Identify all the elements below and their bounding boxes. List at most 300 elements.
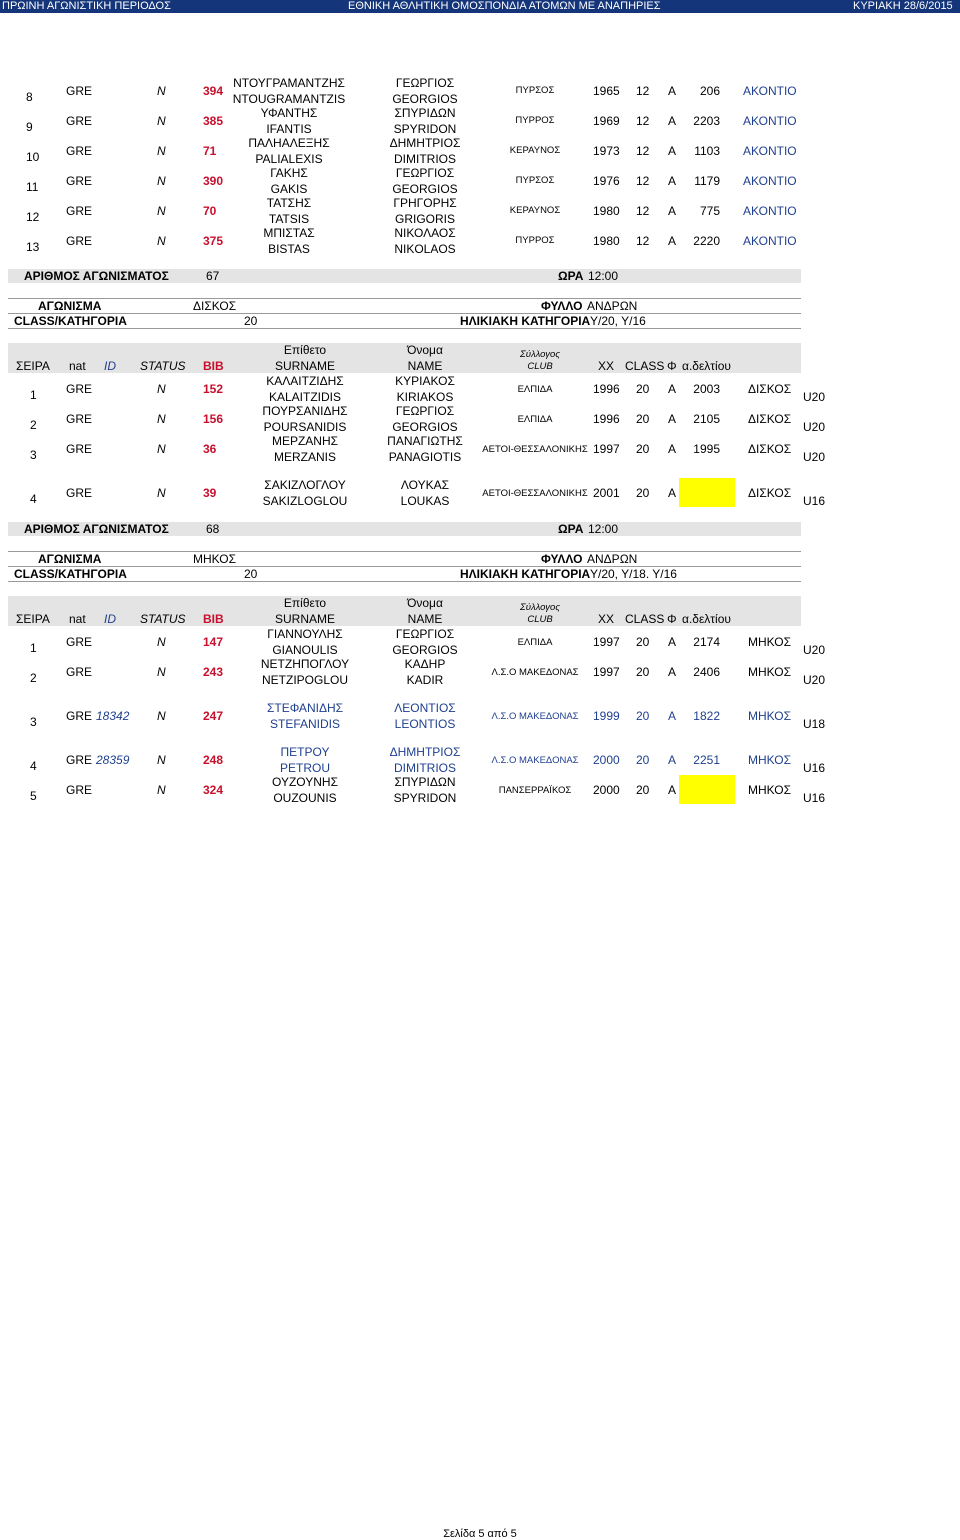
name-greek: ΝΙΚΟΛΑΟΣ — [394, 226, 456, 240]
phi: A — [668, 753, 677, 767]
class: 20 — [636, 783, 650, 797]
table-row — [0, 136, 960, 166]
time-label: ΩΡΑ — [558, 522, 584, 536]
sheet-label: ΦΥΛΛΟ — [541, 299, 583, 313]
status: N — [157, 486, 166, 500]
birth-year: 1976 — [593, 174, 620, 188]
table-row — [0, 226, 960, 256]
name-greek: ΓΡΗΓΟΡΗΣ — [393, 196, 457, 210]
discus-event-band — [8, 269, 801, 283]
birth-year: 1973 — [593, 144, 620, 158]
table-row — [0, 627, 960, 657]
table-row — [0, 478, 960, 508]
longjump-event-band — [8, 522, 801, 536]
class: 20 — [636, 635, 650, 649]
time-label: ΩΡΑ — [558, 269, 584, 283]
club: ΕΛΠΙΔΑ — [517, 384, 553, 395]
name-greek: ΓΕΩΡΓΙΟΣ — [395, 627, 455, 641]
bib-number: 152 — [203, 382, 224, 396]
sheet: ΑΝΔΡΩΝ — [587, 552, 638, 566]
event: ΑΚΟΝΤΙΟ — [743, 114, 797, 128]
club: ΕΛΠΙΔΑ — [517, 637, 553, 648]
page-header — [0, 0, 960, 13]
bib-number: 70 — [203, 204, 217, 218]
phi: A — [668, 486, 677, 500]
row-position: 4 — [30, 759, 37, 773]
col-phi: Φ — [667, 612, 677, 626]
age-value: Υ/20, Υ/16 — [590, 314, 646, 328]
event: ΑΚΟΝΤΙΟ — [743, 144, 797, 158]
bib-number: 247 — [203, 709, 224, 723]
col-xx: XX — [598, 359, 615, 373]
nationality: GRE — [66, 84, 93, 98]
table-row — [0, 745, 960, 775]
event: ΜΗΚΟΣ — [748, 783, 792, 797]
event: ΑΚΟΝΤΙΟ — [743, 174, 797, 188]
bib-number: 243 — [203, 665, 224, 679]
status: N — [157, 84, 166, 98]
class: 20 — [636, 412, 650, 426]
nationality: GRE — [66, 412, 93, 426]
status: N — [157, 753, 166, 767]
birth-year: 1980 — [593, 204, 620, 218]
phi: A — [668, 412, 677, 426]
name-greek: ΣΠΥΡΙΔΩΝ — [394, 775, 456, 789]
bib-number: 375 — [203, 234, 224, 248]
name-latin: GEORGIOS — [392, 420, 458, 434]
name-latin: GEORGIOS — [392, 92, 458, 106]
col-id: ID — [104, 359, 116, 373]
club: ΠΥΡΣΟΣ — [515, 175, 555, 186]
name-latin: LEONTIOS — [394, 717, 456, 731]
surname-greek: ΜΠΙΣΤΑΣ — [263, 226, 315, 240]
surname-latin: KALAITZIDIS — [268, 390, 342, 404]
surname-greek: ΝΕΤΖΗΠΟΓΛΟΥ — [260, 657, 350, 671]
row-position: 1 — [30, 641, 37, 655]
nationality: GRE — [66, 114, 93, 128]
event: ΜΗΚΟΣ — [748, 665, 792, 679]
club: Λ.Σ.Ο ΜΑΚΕΔΟΝΑΣ — [491, 755, 579, 766]
bib-number: 385 — [203, 114, 224, 128]
event-name: ΔΙΣΚΟΣ — [193, 299, 237, 313]
birth-year: 1997 — [593, 442, 620, 456]
bib-number: 324 — [203, 783, 224, 797]
name-latin: KADIR — [406, 673, 444, 687]
phi: A — [668, 174, 677, 188]
surname-latin: GAKIS — [270, 182, 308, 196]
club: ΚΕΡΑΥΝΟΣ — [509, 145, 561, 156]
table-row — [0, 701, 960, 731]
name-latin: GEORGIOS — [392, 182, 458, 196]
class-label: CLASS/ΚΑΤΗΓΟΡΙΑ — [14, 567, 127, 581]
event: ΔΙΣΚΟΣ — [748, 442, 792, 456]
col-bib: BIB — [203, 359, 224, 373]
empty-card-highlight — [679, 478, 735, 507]
table-row — [0, 775, 960, 805]
col-surname-greek: Επίθετο — [283, 596, 327, 610]
row-position: 2 — [30, 418, 37, 432]
nationality: GRE — [66, 753, 93, 767]
card-number: 1822 — [693, 709, 720, 723]
event: ΔΙΣΚΟΣ — [748, 382, 792, 396]
nationality: GRE — [66, 144, 93, 158]
surname-latin: PETROU — [279, 761, 330, 775]
col-class: CLASS — [625, 612, 665, 626]
surname-greek: ΓΙΑΝΝΟΥΛΗΣ — [267, 627, 343, 641]
surname-greek: ΠΑΛΗΑΛΕΞΗΣ — [248, 136, 330, 150]
name-greek: ΛΕΟΝΤΙΟΣ — [394, 701, 456, 715]
class: 12 — [636, 234, 650, 248]
col-id: ID — [104, 612, 116, 626]
age-category: U20 — [803, 673, 826, 687]
card-number: 2220 — [693, 234, 720, 248]
divider — [8, 313, 801, 314]
card-number: 2174 — [693, 635, 720, 649]
name-latin: KIRIAKOS — [396, 390, 454, 404]
birth-year: 1980 — [593, 234, 620, 248]
birth-year: 1969 — [593, 114, 620, 128]
sheet-label: ΦΥΛΛΟ — [541, 552, 583, 566]
bib-number: 248 — [203, 753, 224, 767]
surname-latin: OUZOUNIS — [273, 791, 337, 805]
birth-year: 1997 — [593, 665, 620, 679]
class: 12 — [636, 114, 650, 128]
row-position: 8 — [26, 90, 33, 104]
status: N — [157, 709, 166, 723]
age-category: U20 — [803, 643, 826, 657]
card-number: 2251 — [693, 753, 720, 767]
status: N — [157, 174, 166, 188]
event: ΑΚΟΝΤΙΟ — [743, 204, 797, 218]
birth-year: 2000 — [593, 753, 620, 767]
col-surname-latin: SURNAME — [274, 359, 335, 373]
table-row — [0, 434, 960, 464]
phi: A — [668, 442, 677, 456]
name-greek: ΛΟΥΚΑΣ — [400, 478, 450, 492]
row-position: 9 — [26, 120, 33, 134]
event: ΜΗΚΟΣ — [748, 753, 792, 767]
name-greek: ΓΕΩΡΓΙΟΣ — [395, 166, 455, 180]
surname-latin: NETZIPOGLOU — [261, 673, 348, 687]
event-no: 68 — [206, 522, 220, 536]
class: 20 — [636, 442, 650, 456]
class: 12 — [636, 84, 650, 98]
class: 20 — [636, 382, 650, 396]
surname-greek: ΠΕΤΡΟΥ — [280, 745, 330, 759]
table-row — [0, 196, 960, 226]
nationality: GRE — [66, 382, 93, 396]
col-seira: ΣΕΙΡΑ — [16, 612, 50, 626]
athlete-id: 18342 — [96, 709, 130, 723]
col-card: α.δελτίου — [682, 612, 731, 626]
col-club-greek: Σύλλογος — [520, 602, 560, 613]
card-number: 1995 — [693, 442, 720, 456]
bib-number: 394 — [203, 84, 224, 98]
surname-greek: ΠΟΥΡΣΑΝΙΔΗΣ — [262, 404, 348, 418]
col-phi: Φ — [667, 359, 677, 373]
phi: A — [668, 382, 677, 396]
birth-year: 1997 — [593, 635, 620, 649]
class: 20 — [636, 709, 650, 723]
col-name-greek: Όνομα — [407, 343, 443, 357]
name-latin: PANAGIOTIS — [388, 450, 462, 464]
divider — [8, 566, 801, 567]
header-right: ΚΥΡΙΑΚΗ 28/6/2015 — [853, 0, 953, 12]
col-name-latin: NAME — [407, 359, 443, 373]
surname-latin: NTOUGRAMANTZIS — [232, 92, 346, 106]
row-position: 12 — [26, 210, 40, 224]
surname-latin: SAKIZLOGLOU — [262, 494, 348, 508]
table-row — [0, 657, 960, 687]
name-greek: ΓΕΩΡΓΙΟΣ — [395, 76, 455, 90]
age-label: ΗΛΙΚΙΑΚΗ ΚΑΤΗΓΟΡΙΑ — [460, 567, 591, 581]
event: ΔΙΣΚΟΣ — [748, 412, 792, 426]
row-position: 11 — [26, 180, 39, 194]
name-greek: ΔΗΜΗΤΡΙΟΣ — [389, 745, 461, 759]
event-no-label: ΑΡΙΘΜΟΣ ΑΓΩΝΙΣΜΑΤΟΣ — [24, 522, 169, 536]
nationality: GRE — [66, 709, 93, 723]
phi: A — [668, 665, 677, 679]
row-position: 13 — [26, 240, 40, 254]
table-row — [0, 106, 960, 136]
name-latin: SPYRIDON — [393, 791, 457, 805]
name-latin: DIMITRIOS — [394, 761, 456, 775]
club: ΑΕΤΟΙ-ΘΕΣΣΑΛΟΝΙΚΗΣ — [482, 488, 588, 499]
club: ΚΕΡΑΥΝΟΣ — [509, 205, 561, 216]
event: ΑΚΟΝΤΙΟ — [743, 234, 797, 248]
surname-latin: IFANTIS — [266, 122, 312, 136]
col-status: STATUS — [140, 359, 186, 373]
bib-number: 156 — [203, 412, 224, 426]
status: N — [157, 412, 166, 426]
age-category: U20 — [803, 390, 826, 404]
age-category: U16 — [803, 761, 826, 775]
status: N — [157, 114, 166, 128]
class: 12 — [636, 204, 650, 218]
phi: A — [668, 84, 677, 98]
sheet: ΑΝΔΡΩΝ — [587, 299, 638, 313]
row-position: 4 — [30, 492, 37, 506]
surname-latin: TATSIS — [268, 212, 310, 226]
surname-latin: MERZANIS — [273, 450, 336, 464]
col-card: α.δελτίου — [682, 359, 731, 373]
time: 12:00 — [588, 269, 619, 283]
page-footer: Σελίδα 5 από 5 — [443, 1528, 517, 1540]
bib-number: 147 — [203, 635, 224, 649]
status: N — [157, 382, 166, 396]
time: 12:00 — [588, 522, 619, 536]
col-club-latin: CLUB — [527, 361, 553, 372]
surname-latin: POURSANIDIS — [263, 420, 347, 434]
club: Λ.Σ.Ο ΜΑΚΕΔΟΝΑΣ — [491, 711, 579, 722]
phi: A — [668, 635, 677, 649]
age-label: ΗΛΙΚΙΑΚΗ ΚΑΤΗΓΟΡΙΑ — [460, 314, 591, 328]
club: ΠΑΝΣΕΡΡΑΪΚΟΣ — [498, 785, 572, 796]
name-greek: ΣΠΥΡΙΔΩΝ — [394, 106, 456, 120]
surname-greek: ΝΤΟΥΓΡΑΜΑΝΤΖΗΣ — [233, 76, 345, 90]
card-number: 206 — [699, 84, 720, 98]
age-category: U16 — [803, 791, 826, 805]
event-label: ΑΓΩΝΙΣΜΑ — [38, 552, 102, 566]
age-value: Υ/20, Υ/18. Υ/16 — [590, 567, 677, 581]
birth-year: 2001 — [593, 486, 620, 500]
event-no-label: ΑΡΙΘΜΟΣ ΑΓΩΝΙΣΜΑΤΟΣ — [24, 269, 169, 283]
card-number: 1179 — [694, 174, 720, 188]
surname-greek: ΟΥΖΟΥΝΗΣ — [272, 775, 338, 789]
club: ΠΥΡΡΟΣ — [515, 115, 555, 126]
surname-greek: ΓΑΚΗΣ — [270, 166, 308, 180]
club: ΠΥΡΣΟΣ — [515, 85, 555, 96]
age-category: U16 — [803, 494, 826, 508]
row-position: 3 — [30, 715, 37, 729]
empty-card-highlight — [679, 775, 735, 804]
name-greek: ΔΗΜΗΤΡΙΟΣ — [389, 136, 461, 150]
col-nat: nat — [69, 612, 86, 626]
row-position: 10 — [26, 150, 40, 164]
col-club-greek: Σύλλογος — [520, 349, 560, 360]
col-surname-latin: SURNAME — [274, 612, 335, 626]
status: N — [157, 783, 166, 797]
table-row — [0, 76, 960, 106]
nationality: GRE — [66, 486, 93, 500]
age-category: U20 — [803, 450, 826, 464]
name-latin: DIMITRIOS — [394, 152, 456, 166]
event-no: 67 — [206, 269, 220, 283]
event: ΜΗΚΟΣ — [748, 635, 792, 649]
name-latin: NIKOLAOS — [394, 242, 456, 256]
phi: A — [668, 234, 677, 248]
col-xx: XX — [598, 612, 615, 626]
nationality: GRE — [66, 174, 93, 188]
table-row — [0, 404, 960, 434]
phi: A — [668, 204, 677, 218]
name-greek: ΚΑΔΗΡ — [404, 657, 446, 671]
discus-info — [0, 299, 960, 329]
phi: A — [668, 783, 677, 797]
card-number: 2003 — [693, 382, 720, 396]
name-greek: ΠΑΝΑΓΙΩΤΗΣ — [387, 434, 463, 448]
event: ΑΚΟΝΤΙΟ — [743, 84, 797, 98]
status: N — [157, 144, 166, 158]
nationality: GRE — [66, 204, 93, 218]
club: ΑΕΤΟΙ-ΘΕΣΣΑΛΟΝΙΚΗΣ — [482, 444, 588, 455]
col-club-latin: CLUB — [527, 614, 553, 625]
age-category: U20 — [803, 420, 826, 434]
surname-greek: ΣΤΕΦΑΝΙΔΗΣ — [266, 701, 344, 715]
surname-latin: GIANOULIS — [272, 643, 338, 657]
surname-latin: PALIALEXIS — [255, 152, 323, 166]
header-center: ΕΘΝΙΚΗ ΑΘΛΗΤΙΚΗ ΟΜΟΣΠΟΝΔΙΑ ΑΤΟΜΩΝ ΜΕ ΑΝΑΠΗΡΙΕΣ — [348, 0, 661, 12]
row-position: 1 — [30, 388, 37, 402]
nationality: GRE — [66, 442, 93, 456]
bib-number: 71 — [203, 144, 217, 158]
col-bib: BIB — [203, 612, 224, 626]
birth-year: 1996 — [593, 412, 620, 426]
name-latin: SPYRIDON — [393, 122, 457, 136]
table-row — [0, 374, 960, 404]
class: 12 — [636, 174, 650, 188]
club: Λ.Σ.Ο ΜΑΚΕΔΟΝΑΣ — [491, 667, 579, 678]
longjump-info — [0, 552, 960, 582]
class: 20 — [636, 486, 650, 500]
status: N — [157, 442, 166, 456]
card-number: 2203 — [693, 114, 720, 128]
age-category: U18 — [803, 717, 826, 731]
card-number: 2105 — [693, 412, 720, 426]
class: 12 — [636, 144, 650, 158]
surname-latin: BISTAS — [268, 242, 310, 256]
nationality: GRE — [66, 234, 93, 248]
name-greek: ΓΕΩΡΓΙΟΣ — [395, 404, 455, 418]
surname-greek: ΜΕΡΖΑΝΗΣ — [271, 434, 339, 448]
name-greek: ΚΥΡΙΑΚΟΣ — [395, 374, 455, 388]
col-status: STATUS — [140, 612, 186, 626]
surname-greek: ΥΦΑΝΤΗΣ — [260, 106, 318, 120]
class: 20 — [636, 753, 650, 767]
surname-latin: STEFANIDIS — [269, 717, 340, 731]
birth-year: 2000 — [593, 783, 620, 797]
card-number: 2406 — [693, 665, 720, 679]
phi: A — [668, 709, 677, 723]
class-value: 20 — [244, 567, 258, 581]
col-surname-greek: Επίθετο — [283, 343, 327, 357]
class: 20 — [636, 665, 650, 679]
phi: A — [668, 144, 677, 158]
divider — [8, 328, 801, 329]
col-name-latin: NAME — [407, 612, 443, 626]
row-position: 2 — [30, 671, 37, 685]
col-seira: ΣΕΙΡΑ — [16, 359, 50, 373]
card-number: 775 — [699, 204, 720, 218]
row-position: 3 — [30, 448, 37, 462]
nationality: GRE — [66, 635, 93, 649]
nationality: GRE — [66, 783, 93, 797]
name-latin: GRIGORIS — [394, 212, 455, 226]
class-label: CLASS/ΚΑΤΗΓΟΡΙΑ — [14, 314, 127, 328]
divider — [8, 581, 801, 582]
club: ΕΛΠΙΔΑ — [517, 414, 553, 425]
event-name: ΜΗΚΟΣ — [193, 552, 237, 566]
bib-number: 390 — [203, 174, 224, 188]
surname-greek: ΚΑΛΑΙΤΖΙΔΗΣ — [266, 374, 344, 388]
event-label: ΑΓΩΝΙΣΜΑ — [38, 299, 102, 313]
table-row — [0, 166, 960, 196]
bib-number: 36 — [203, 442, 217, 456]
status: N — [157, 204, 166, 218]
col-nat: nat — [69, 359, 86, 373]
name-latin: GEORGIOS — [392, 643, 458, 657]
birth-year: 1996 — [593, 382, 620, 396]
status: N — [157, 234, 166, 248]
event: ΔΙΣΚΟΣ — [748, 486, 792, 500]
bib-number: 39 — [203, 486, 217, 500]
col-name-greek: Όνομα — [407, 596, 443, 610]
club: ΠΥΡΡΟΣ — [515, 235, 555, 246]
class-value: 20 — [244, 314, 258, 328]
header-left: ΠΡΩΙΝΗ ΑΓΩΝΙΣΤΙΚΗ ΠΕΡΙΟΔΟΣ — [2, 0, 171, 12]
col-class: CLASS — [625, 359, 665, 373]
status: N — [157, 665, 166, 679]
card-number: 1103 — [694, 144, 720, 158]
birth-year: 1999 — [593, 709, 620, 723]
name-latin: LOUKAS — [400, 494, 450, 508]
event: ΜΗΚΟΣ — [748, 709, 792, 723]
status: N — [157, 635, 166, 649]
nationality: GRE — [66, 665, 93, 679]
birth-year: 1965 — [593, 84, 620, 98]
surname-greek: ΣΑΚΙΖΛΟΓΛΟΥ — [264, 478, 346, 492]
surname-greek: ΤΑΤΣΗΣ — [266, 196, 312, 210]
